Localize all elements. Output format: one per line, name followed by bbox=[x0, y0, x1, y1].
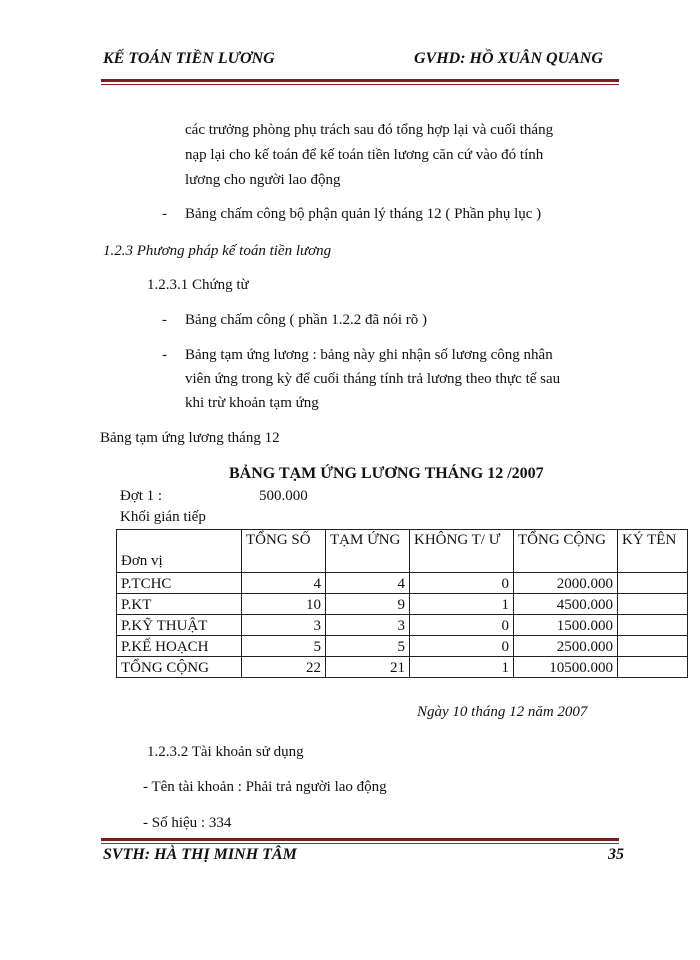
cell-sum: 4500.000 bbox=[514, 594, 618, 615]
cell-no-advance: 1 bbox=[410, 657, 514, 678]
cell-no-advance: 0 bbox=[410, 573, 514, 594]
bullet-item-2: Bảng chấm công ( phần 1.2.2 đã nói rõ ) bbox=[185, 312, 428, 328]
cell-total: 10 bbox=[242, 594, 326, 615]
cell-sum: 2000.000 bbox=[514, 573, 618, 594]
para-line-2: nạp lại cho kế toán để kế toán tiền lương căn cứ vào đó tính bbox=[185, 147, 544, 163]
cell-total: 4 bbox=[242, 573, 326, 594]
cell-sign bbox=[618, 657, 688, 678]
table-row bbox=[117, 636, 688, 657]
cell-sign bbox=[618, 615, 688, 636]
header-right: GVHD: HỒ XUÂN QUANG bbox=[414, 50, 603, 67]
cell-sum: 10500.000 bbox=[514, 657, 618, 678]
bullet-dash: - bbox=[162, 206, 167, 222]
col-header-advance: TẠM ỨNG bbox=[326, 530, 410, 573]
group-label: Khối gián tiếp bbox=[120, 509, 206, 525]
cell-sign bbox=[618, 594, 688, 615]
cell-advance: 5 bbox=[326, 636, 410, 657]
bullet-dash: - bbox=[162, 347, 167, 363]
table-row bbox=[117, 573, 688, 594]
cell-advance: 4 bbox=[326, 573, 410, 594]
header-left: KẾ TOÁN TIỀN LƯƠNG bbox=[103, 50, 275, 67]
header-rule bbox=[101, 79, 619, 82]
cell-total: 5 bbox=[242, 636, 326, 657]
cell-no-advance: 0 bbox=[410, 636, 514, 657]
cell-sum: 1500.000 bbox=[514, 615, 618, 636]
col-header-sign: KÝ TÊN bbox=[618, 530, 688, 573]
para-line-1: các trưởng phòng phụ trách sau đó tổng hợp lại và cuối tháng bbox=[185, 122, 554, 138]
table-caption: Bảng tạm ứng lương tháng 12 bbox=[100, 430, 280, 446]
cell-unit: P.KT bbox=[117, 594, 242, 615]
batch-amount: 500.000 bbox=[259, 488, 308, 504]
table-row bbox=[117, 615, 688, 636]
col-header-unit: Đơn vị bbox=[117, 530, 242, 573]
table-date: Ngày 10 tháng 12 năm 2007 bbox=[417, 704, 588, 720]
subsection-heading: 1.2.3.1 Chứng từ bbox=[147, 277, 249, 293]
header-rule-thin bbox=[101, 84, 619, 85]
page-number: 35 bbox=[608, 846, 624, 863]
table-header-row bbox=[117, 530, 688, 573]
cell-no-advance: 0 bbox=[410, 615, 514, 636]
table-title: BẢNG TẠM ỨNG LƯƠNG THÁNG 12 /2007 bbox=[229, 465, 544, 482]
cell-unit: P.KỸ THUẬT bbox=[117, 615, 242, 636]
col-header-total: TỔNG SỐ bbox=[242, 530, 326, 573]
cell-advance: 3 bbox=[326, 615, 410, 636]
cell-unit: P.KẾ HOẠCH bbox=[117, 636, 242, 657]
bullet-item-1: Bảng chấm công bộ phận quản lý tháng 12 ( Phần phụ lục ) bbox=[185, 206, 542, 222]
cell-advance: 21 bbox=[326, 657, 410, 678]
col-header-sum: TỔNG CỘNG bbox=[514, 530, 618, 573]
account-number: - Số hiệu : 334 bbox=[143, 815, 232, 831]
advance-table bbox=[116, 529, 688, 678]
cell-sign bbox=[618, 573, 688, 594]
bullet-dash: - bbox=[162, 312, 167, 328]
bullet-item-3-line-3: khi trừ khoản tạm ứng bbox=[185, 395, 319, 411]
cell-total: 3 bbox=[242, 615, 326, 636]
cell-no-advance: 1 bbox=[410, 594, 514, 615]
cell-advance: 9 bbox=[326, 594, 410, 615]
col-header-no-advance: KHÔNG T/ Ư bbox=[410, 530, 514, 573]
account-name: - Tên tài khoản : Phải trả người lao động bbox=[143, 779, 387, 795]
footer-rule bbox=[101, 838, 619, 841]
cell-unit: P.TCHC bbox=[117, 573, 242, 594]
footer-rule-thin bbox=[101, 843, 619, 844]
table-row bbox=[117, 594, 688, 615]
accounts-heading: 1.2.3.2 Tài khoản sử dụng bbox=[147, 744, 304, 760]
batch-label: Đợt 1 : bbox=[120, 488, 163, 504]
cell-unit: TỔNG CỘNG bbox=[117, 657, 242, 678]
cell-sum: 2500.000 bbox=[514, 636, 618, 657]
bullet-item-3-line-2: viên ứng trong kỳ để cuối tháng tính trả lương theo thực tế sau bbox=[185, 371, 561, 387]
bullet-item-3-line-1: Bảng tạm ứng lương : bảng này ghi nhận số lương công nhân bbox=[185, 347, 553, 363]
footer-author: SVTH: HÀ THỊ MINH TÂM bbox=[103, 846, 297, 863]
table-total-row bbox=[117, 657, 688, 678]
cell-sign bbox=[618, 636, 688, 657]
cell-total: 22 bbox=[242, 657, 326, 678]
para-line-3: lương cho người lao động bbox=[185, 172, 341, 188]
section-heading: 1.2.3 Phương pháp kế toán tiền lương bbox=[103, 243, 332, 259]
